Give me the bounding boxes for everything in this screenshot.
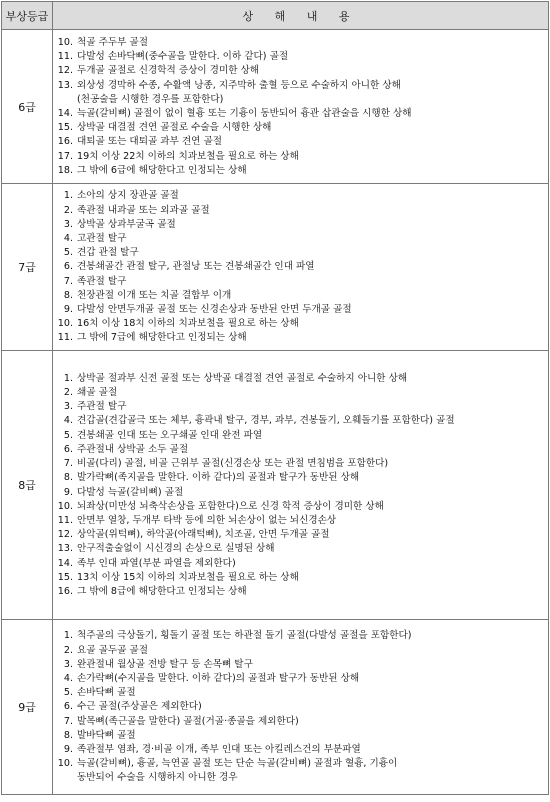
header-row — [2, 2, 549, 30]
item-number: 17. — [57, 150, 73, 162]
grade-label: 8급 — [2, 351, 53, 620]
item-number: 15. — [57, 122, 73, 134]
item-number: 4. — [63, 672, 73, 684]
item-text: 고관절 탈구 — [77, 232, 127, 244]
item-number: 7. — [63, 458, 73, 470]
item-text: 손가락뼈(수지골을 말한다. 이하 같다)의 골절과 탈구가 동반된 상해 — [77, 672, 360, 684]
item-text: 19치 이상 22치 이하의 치과보철을 필요로 하는 상해 — [77, 150, 299, 162]
item-number: 7. — [63, 715, 73, 727]
item-number: 4. — [63, 232, 73, 244]
item-text: 두개골 골절로 신경학적 증상이 경미한 상해 — [77, 65, 260, 77]
list-item — [57, 232, 544, 246]
item-text: 발목뼈(족근골을 말한다) 골절(거골·종골을 제외한다) — [77, 715, 299, 727]
list-item — [57, 629, 544, 643]
list-item — [57, 686, 544, 700]
item-text: 그 밖에 8급에 해당한다고 인정되는 상해 — [77, 585, 247, 597]
item-text: 천장관절 이개 또는 치골 결합부 이개 — [77, 289, 232, 301]
item-text: 늑골(갈비뼈), 흉골, 늑연골 골절 또는 단순 늑골(갈비뼈) 골절과 혈흉, 기흉이 — [77, 758, 398, 770]
item-text: 뇌좌상(미만성 뇌축삭손상을 포함한다)으로 신경 학적 증상이 경미한 상해 — [77, 500, 384, 512]
list-item — [57, 260, 544, 274]
item-number: 1. — [63, 372, 73, 384]
list-item — [57, 331, 544, 345]
list-item — [57, 79, 544, 107]
item-text: 상악골(위턱뼈), 하악골(아래턱뼈), 치조골, 안면 두개골 골절 — [77, 529, 330, 541]
item-text: 상박골 대결절 견연 골절로 수술을 시행한 상해 — [77, 122, 272, 134]
item-number: 9. — [63, 744, 73, 755]
item-text: 견봉쇄골 인대 또는 오구쇄골 인대 완전 파열 — [77, 429, 263, 441]
list-item — [57, 658, 544, 672]
list-item — [57, 218, 544, 232]
item-text: 수근 골절(주상골은 제외한다) — [77, 701, 202, 713]
list-item — [57, 729, 544, 743]
item-number: 10. — [57, 758, 73, 770]
list-item — [57, 135, 544, 149]
item-text: 비골(다리) 골절, 비골 근위부 골절(신경손상 또는 관절 면침범을 포함한다) — [77, 458, 389, 470]
item-text: 다발성 늑골(갈비뼈) 골절 — [77, 486, 184, 498]
item-number: 11. — [57, 51, 73, 63]
item-text: 소아의 상지 장관골 골절 — [77, 190, 179, 202]
item-text: 안면부 열창, 두개부 타박 등에 의한 뇌손상이 없는 뇌신경손상 — [77, 514, 337, 526]
list-item — [57, 289, 544, 303]
item-text: 족관절 내과골 또는 외과골 골절 — [77, 204, 210, 216]
item-number: 10. — [57, 36, 73, 48]
item-text: 견갑 관절 탈구 — [77, 247, 139, 259]
list-item — [57, 275, 544, 289]
item-text: 그 밖에 7급에 해당한다고 인정되는 상해 — [77, 332, 247, 344]
item-text: 족관절부 염좌, 경·비골 이개, 족부 인대 또는 아킬레스건의 부분파열 — [77, 744, 361, 755]
item-text: 안구적출술없이 시신경의 손상으로 실명된 상해 — [77, 543, 275, 555]
list-item — [57, 542, 544, 556]
item-number: 12. — [57, 65, 73, 77]
item-text: 주관절내 상박골 소두 골절 — [77, 443, 189, 455]
list-item — [57, 246, 544, 260]
list-item — [57, 400, 544, 414]
item-text: 다발성 손바닥뼈(중수골을 말한다. 이하 같다) 골절 — [77, 51, 289, 63]
item-text: 늑골(갈비뼈) 골절이 없이 혈흉 또는 기흉이 동반되어 흉관 삽관술을 시행한 상해 — [77, 108, 412, 119]
grade-row — [2, 351, 549, 620]
list-item — [57, 64, 544, 78]
item-number: 14. — [57, 557, 73, 569]
list-item — [57, 743, 544, 757]
list-item — [57, 189, 544, 203]
item-text: 16치 이상 18치 이하의 치과보철을 필요로 하는 상해 — [77, 318, 299, 330]
item-number: 2. — [63, 387, 73, 399]
item-text: 발바닥뼈 골절 — [77, 729, 136, 741]
list-item — [57, 644, 544, 658]
item-text: 손바닥뼈 골절 — [77, 687, 136, 699]
list-item — [57, 585, 544, 599]
injury-grade-table — [1, 1, 549, 795]
list-item — [57, 121, 544, 135]
list-item — [57, 715, 544, 729]
item-number: 2. — [63, 644, 73, 656]
grade-label: 9급 — [2, 620, 53, 795]
injury-list — [53, 620, 549, 795]
item-text: 주관절 탈구 — [77, 401, 127, 413]
item-number: 7. — [63, 275, 73, 287]
item-number: 3. — [63, 218, 73, 230]
item-text: 외상성 경막하 수종, 수활액 낭종, 지주막하 출혈 등으로 수술하지 아니한 상해 — [77, 79, 401, 91]
list-item — [57, 107, 544, 121]
list-item — [57, 164, 544, 178]
item-text: 견갑골(견갑골극 또는 체부, 흉곽내 탈구, 경부, 과부, 견봉돌기, 오훼돌기를 포함한다) 골절 — [77, 415, 455, 427]
list-item — [57, 443, 544, 457]
item-number: 11. — [57, 332, 73, 344]
item-text: 다발성 안면두개골 골절 또는 신경손상과 동반된 안면 두개골 골절 — [77, 304, 352, 315]
list-item — [57, 50, 544, 64]
list-item — [57, 700, 544, 714]
grade-row — [2, 30, 549, 184]
item-text: 척골 주두부 골절 — [77, 36, 148, 48]
list-item — [57, 571, 544, 585]
item-number: 15. — [57, 571, 73, 583]
list-item — [57, 150, 544, 164]
item-text: 상박골 절과부 신전 골절 또는 상박골 대결절 견연 골절로 수술하지 아니한 상해 — [77, 372, 408, 384]
list-item — [57, 757, 544, 785]
item-text-continued: 동반되어 수술을 시행하지 아니한 경우 — [77, 772, 238, 784]
list-item — [57, 386, 544, 400]
item-number: 1. — [63, 190, 73, 202]
header-grade: 부상등급 — [2, 2, 53, 30]
list-item — [57, 672, 544, 686]
item-number: 10. — [57, 318, 73, 330]
item-number: 10. — [57, 500, 73, 512]
item-text: 척주골의 극상돌기, 횡돌기 골절 또는 하관절 돌기 골절(다발성 골절을 포함한다) — [77, 630, 412, 642]
item-number: 6. — [63, 443, 73, 455]
item-number: 13. — [57, 543, 73, 555]
item-text: 요골 골두골 골절 — [77, 644, 148, 656]
grade-row — [2, 184, 549, 351]
item-number: 3. — [63, 658, 73, 670]
injury-list — [53, 184, 549, 351]
list-item — [57, 471, 544, 485]
item-number: 8. — [63, 729, 73, 741]
item-text: 상박골 상과부굴곡 골절 — [77, 218, 176, 230]
list-item — [57, 514, 544, 528]
item-text: 쇄골 골절 — [77, 387, 118, 399]
item-text: 완관절내 월상골 전방 탈구 등 손목뼈 탈구 — [77, 658, 253, 670]
list-item — [57, 528, 544, 542]
list-item — [57, 429, 544, 443]
list-item — [57, 204, 544, 218]
list-item — [57, 372, 544, 386]
item-text: 발가락뼈(족지골을 말한다. 이하 같다)의 골절과 탈구가 동반된 상해 — [77, 472, 360, 484]
item-number: 16. — [57, 136, 73, 148]
item-number: 5. — [63, 429, 73, 441]
item-text: 족부 인대 파열(부분 파열을 제외한다) — [77, 557, 236, 569]
item-text: 대퇴골 또는 대퇴골 과부 견연 골절 — [77, 136, 222, 148]
list-item — [57, 486, 544, 500]
item-number: 4. — [63, 415, 73, 427]
item-text: 그 밖에 6급에 해당한다고 인정되는 상해 — [77, 164, 247, 176]
grade-label: 6급 — [2, 30, 53, 184]
grade-row — [2, 620, 549, 795]
item-text: 족관절 탈구 — [77, 275, 127, 287]
item-number: 5. — [63, 687, 73, 699]
list-item — [57, 500, 544, 514]
item-number: 9. — [63, 486, 73, 498]
item-number: 8. — [63, 472, 73, 484]
list-item — [57, 457, 544, 471]
item-number: 6. — [63, 701, 73, 713]
item-number: 12. — [57, 529, 73, 541]
item-number: 18. — [57, 164, 73, 176]
list-item — [57, 303, 544, 317]
item-text: 13치 이상 15치 이하의 치과보철을 필요로 하는 상해 — [77, 571, 299, 583]
item-number: 5. — [63, 247, 73, 259]
item-number: 14. — [57, 108, 73, 119]
item-number: 16. — [57, 585, 73, 597]
list-item — [57, 414, 544, 428]
item-number: 2. — [63, 204, 73, 216]
item-number: 13. — [57, 79, 73, 91]
item-number: 8. — [63, 289, 73, 301]
item-number: 3. — [63, 401, 73, 413]
item-text-continued: (천공술을 시행한 경우를 포함한다) — [77, 93, 224, 105]
header-content: 상 해 내 용 — [53, 2, 549, 30]
item-text: 견봉쇄골간 관절 탈구, 관절낭 또는 견봉쇄골간 인대 파열 — [77, 261, 315, 273]
grade-label: 7급 — [2, 184, 53, 351]
injury-list — [53, 351, 549, 620]
item-number: 11. — [57, 514, 73, 526]
item-number: 1. — [63, 630, 73, 642]
item-number: 9. — [63, 304, 73, 315]
list-item — [57, 557, 544, 571]
list-item — [57, 317, 544, 331]
list-item — [57, 36, 544, 50]
item-number: 6. — [63, 261, 73, 273]
injury-list — [53, 30, 549, 184]
